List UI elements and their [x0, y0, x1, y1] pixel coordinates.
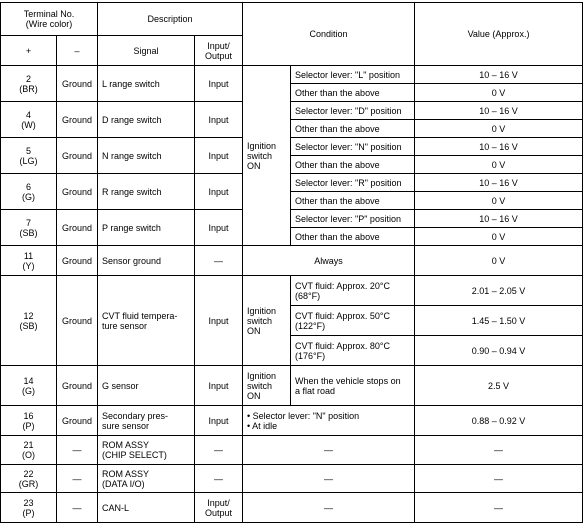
value-cell: 2.01 – 2.05 V	[415, 276, 583, 306]
ground-cell: —	[57, 493, 98, 523]
value-cell: —	[415, 493, 583, 523]
signal-cell: N range switch	[98, 138, 195, 174]
table-row	[1, 465, 583, 493]
io-cell: Input	[195, 210, 243, 246]
ignition-switch-cell: Ignition switch ON	[243, 276, 291, 366]
terminal-cell: 22 (GR)	[1, 465, 57, 493]
value-cell: 10 – 16 V	[415, 174, 583, 192]
header-description: Description	[98, 3, 243, 36]
signal-cell: ROM ASSY (CHIP SELECT)	[98, 436, 195, 465]
table-row	[1, 276, 583, 306]
value-cell: 0 V	[415, 156, 583, 174]
table-row	[1, 102, 583, 120]
value-cell: 0 V	[415, 192, 583, 210]
table-row	[1, 406, 583, 436]
terminal-cell: 14 (G)	[1, 366, 57, 406]
value-cell: 10 – 16 V	[415, 66, 583, 84]
condition-cell: Selector lever: "L" position	[291, 66, 415, 84]
value-cell: 2.5 V	[415, 366, 583, 406]
ignition-switch-cell: Ignition switch ON	[243, 366, 291, 406]
table-row	[1, 436, 583, 465]
ground-cell: Ground	[57, 138, 98, 174]
signal-cell: G sensor	[98, 366, 195, 406]
ground-cell: —	[57, 436, 98, 465]
value-cell: 0.88 – 0.92 V	[415, 406, 583, 436]
io-cell: —	[195, 436, 243, 465]
table-row	[1, 138, 583, 156]
terminal-cell: 21 (O)	[1, 436, 57, 465]
condition-cell: Selector lever: "R" position	[291, 174, 415, 192]
terminal-cell: 16 (P)	[1, 406, 57, 436]
value-cell: 10 – 16 V	[415, 210, 583, 228]
condition-cell: Other than the above	[291, 120, 415, 138]
table-row	[1, 66, 583, 84]
header-signal: Signal	[98, 36, 195, 66]
terminal-cell: 12 (SB)	[1, 276, 57, 366]
signal-cell: R range switch	[98, 174, 195, 210]
table-row	[1, 493, 583, 523]
signal-cell: ROM ASSY (DATA I/O)	[98, 465, 195, 493]
condition-cell: • Selector lever: "N" position • At idle	[243, 406, 415, 436]
signal-cell: CVT fluid tempera- ture sensor	[98, 276, 195, 366]
condition-cell: Other than the above	[291, 84, 415, 102]
terminal-spec-table	[0, 2, 583, 523]
ground-cell: —	[57, 465, 98, 493]
value-cell: —	[415, 465, 583, 493]
io-cell: Input	[195, 138, 243, 174]
io-cell: Input	[195, 406, 243, 436]
io-cell: Input	[195, 276, 243, 366]
condition-cell: —	[243, 493, 415, 523]
terminal-cell: 23 (P)	[1, 493, 57, 523]
condition-cell: Other than the above	[291, 192, 415, 210]
value-cell: 0.90 – 0.94 V	[415, 336, 583, 366]
signal-cell: L range switch	[98, 66, 195, 102]
terminal-cell: 4 (W)	[1, 102, 57, 138]
value-cell: 10 – 16 V	[415, 138, 583, 156]
io-cell: Input	[195, 174, 243, 210]
header-minus: –	[57, 36, 98, 66]
condition-cell: Selector lever: "D" position	[291, 102, 415, 120]
signal-cell: P range switch	[98, 210, 195, 246]
value-cell: 0 V	[415, 246, 583, 276]
header-terminal-no: Terminal No. (Wire color)	[1, 3, 98, 36]
io-cell: Input	[195, 66, 243, 102]
signal-cell: Secondary pres- sure sensor	[98, 406, 195, 436]
io-cell: Input/ Output	[195, 493, 243, 523]
io-cell: Input	[195, 102, 243, 138]
condition-cell: CVT fluid: Approx. 80°C (176°F)	[291, 336, 415, 366]
value-cell: 10 – 16 V	[415, 102, 583, 120]
condition-cell: CVT fluid: Approx. 20°C (68°F)	[291, 276, 415, 306]
ground-cell: Ground	[57, 210, 98, 246]
ground-cell: Ground	[57, 66, 98, 102]
header-value: Value (Approx.)	[415, 3, 583, 66]
terminal-cell: 7 (SB)	[1, 210, 57, 246]
terminal-cell: 11 (Y)	[1, 246, 57, 276]
header-plus: +	[1, 36, 57, 66]
condition-cell: Other than the above	[291, 156, 415, 174]
condition-cell: —	[243, 436, 415, 465]
value-cell: —	[415, 436, 583, 465]
condition-cell: When the vehicle stops on a flat road	[291, 366, 415, 406]
io-cell: Input	[195, 366, 243, 406]
ground-cell: Ground	[57, 174, 98, 210]
header-io: Input/ Output	[195, 36, 243, 66]
table-row	[1, 366, 583, 406]
table-row	[1, 210, 583, 228]
condition-cell: —	[243, 465, 415, 493]
io-cell: —	[195, 246, 243, 276]
ignition-switch-cell: Ignition switch ON	[243, 66, 291, 246]
terminal-cell: 6 (G)	[1, 174, 57, 210]
terminal-cell: 2 (BR)	[1, 66, 57, 102]
header-row-1	[1, 3, 583, 36]
value-cell: 0 V	[415, 228, 583, 246]
signal-cell: Sensor ground	[98, 246, 195, 276]
condition-cell: Other than the above	[291, 228, 415, 246]
signal-cell: CAN-L	[98, 493, 195, 523]
table-row	[1, 174, 583, 192]
condition-cell: CVT fluid: Approx. 50°C (122°F)	[291, 306, 415, 336]
condition-cell: Selector lever: "N" position	[291, 138, 415, 156]
ground-cell: Ground	[57, 102, 98, 138]
value-cell: 0 V	[415, 84, 583, 102]
ground-cell: Ground	[57, 406, 98, 436]
signal-cell: D range switch	[98, 102, 195, 138]
condition-cell: Selector lever: "P" position	[291, 210, 415, 228]
ground-cell: Ground	[57, 366, 98, 406]
condition-cell: Always	[243, 246, 415, 276]
io-cell: —	[195, 465, 243, 493]
table-row	[1, 246, 583, 276]
value-cell: 1.45 – 1.50 V	[415, 306, 583, 336]
value-cell: 0 V	[415, 120, 583, 138]
ground-cell: Ground	[57, 276, 98, 366]
ground-cell: Ground	[57, 246, 98, 276]
terminal-cell: 5 (LG)	[1, 138, 57, 174]
header-condition: Condition	[243, 3, 415, 66]
